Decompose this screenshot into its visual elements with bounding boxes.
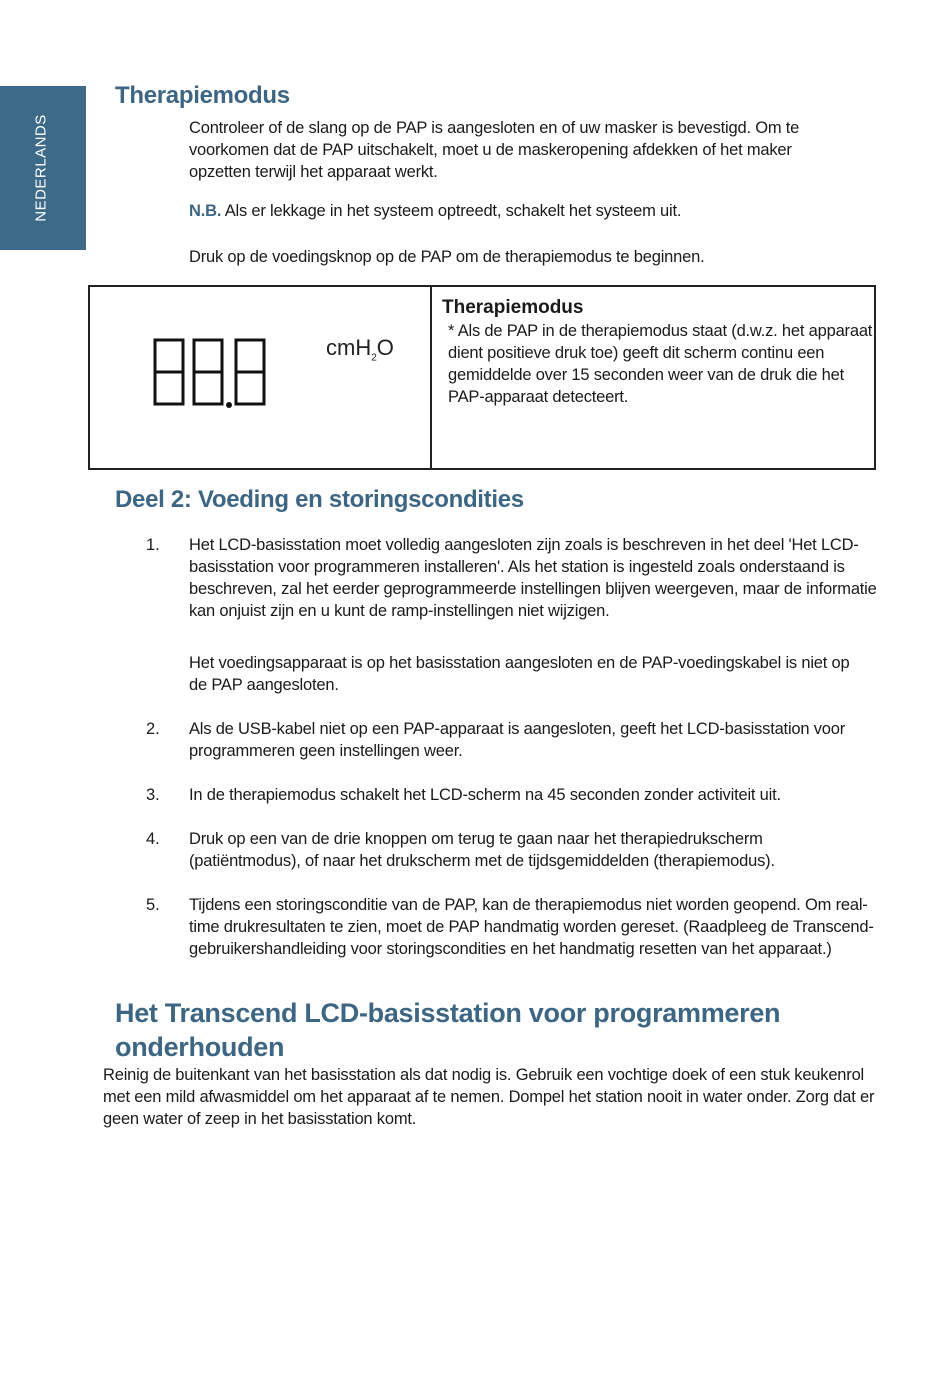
list-item: Het voedingsapparaat is op het basisstation aangesloten en de PAP-voedingskabel is niet op de PAP aangesloten. (189, 654, 850, 694)
list-item: Tijdens een storingsconditie van de PAP, kan de therapiemodus niet worden geopend. Om real-time drukresultaten te zien, moet de PAP handmatig worden gereset. (Raadpleeg de Transcend-gebruikershandleiding voor storingscondities en het handmatig resetten van het apparaat.) (189, 896, 874, 958)
lcd-display-illustration (152, 337, 302, 412)
note-paragraph (189, 200, 879, 222)
list-item: Druk op een van de drie knoppen om terug te gaan naar het therapiedrukscherm (patiëntmodus), of naar het drukscherm met de tijdsgemiddelden (therapiemodus). (189, 830, 775, 870)
power-failure-heading: Deel 2: Voeding en storingscondities (115, 486, 524, 513)
list-item-number: 2. (146, 720, 160, 738)
note-text: Als er lekkage in het systeem optreedt, schakelt het systeem uit. (224, 202, 682, 220)
list-item: Het LCD-basisstation moet volledig aangesloten zijn zoals is beschreven in het deel 'Het LCD-basisstation voor programmeren installeren'. Als het station is ingesteld zoals onderstaand is beschreven, zal het eerder geprogrammeerde instellingen blijven weergeven, maar de informatie kan onjuist zijn en u kunt de ramp-instellingen niet wijzigen. (189, 536, 877, 620)
list-item: In de therapiemodus schakelt het LCD-scherm na 45 seconden zonder activiteit uit. (189, 786, 781, 804)
list-item-number: 4. (146, 830, 160, 848)
maintenance-text: Reinig de buitenkant van het basisstation als dat nodig is. Gebruik een vochtige doek of een stuk keukenrol met een mild afwasmiddel om het apparaat af te nemen. Dompel het station nooit in water onder. Zorg dat er geen water of zeep in het basisstation komt. (103, 1066, 875, 1128)
list-item-number: 5. (146, 896, 160, 914)
display-info-box (88, 285, 876, 470)
box-title: Therapiemodus (442, 297, 584, 318)
therapy-mode-intro: Controleer of de slang op de PAP is aangesloten en of uw masker is bevestigd. Om te voorkomen dat de PAP uitschakelt, moet u de maskeropening afdekken of het maker opzetten terwijl het apparaat werkt. (189, 119, 800, 181)
therapy-mode-heading: Therapiemodus (115, 82, 290, 109)
start-instruction: Druk op de voedingsknop op de PAP om de therapiemodus te beginnen. (189, 248, 705, 266)
pressure-unit: cmH$_2$O (326, 335, 394, 364)
box-divider (430, 287, 432, 468)
note-label: N.B. (189, 202, 222, 220)
box-description: * Als de PAP in de therapiemodus staat (d.w.z. het apparaat dient positieve druk toe) geeft dit scherm continu een gemiddelde over 15 seconden weer van de druk die het PAP-apparaat detecteert. (448, 322, 873, 406)
language-tab-label: NEDERLANDS (32, 114, 50, 222)
list-item: Als de USB-kabel niet op een PAP-apparaat is aangesloten, geeft het LCD-basisstation voor programmeren geen instellingen weer. (189, 720, 846, 760)
maintenance-heading: Het Transcend LCD-basisstation voor programmeren onderhouden (115, 998, 781, 1062)
list-item-number: 3. (146, 786, 160, 804)
list-item-number: 1. (146, 536, 160, 554)
language-tab (0, 86, 86, 250)
